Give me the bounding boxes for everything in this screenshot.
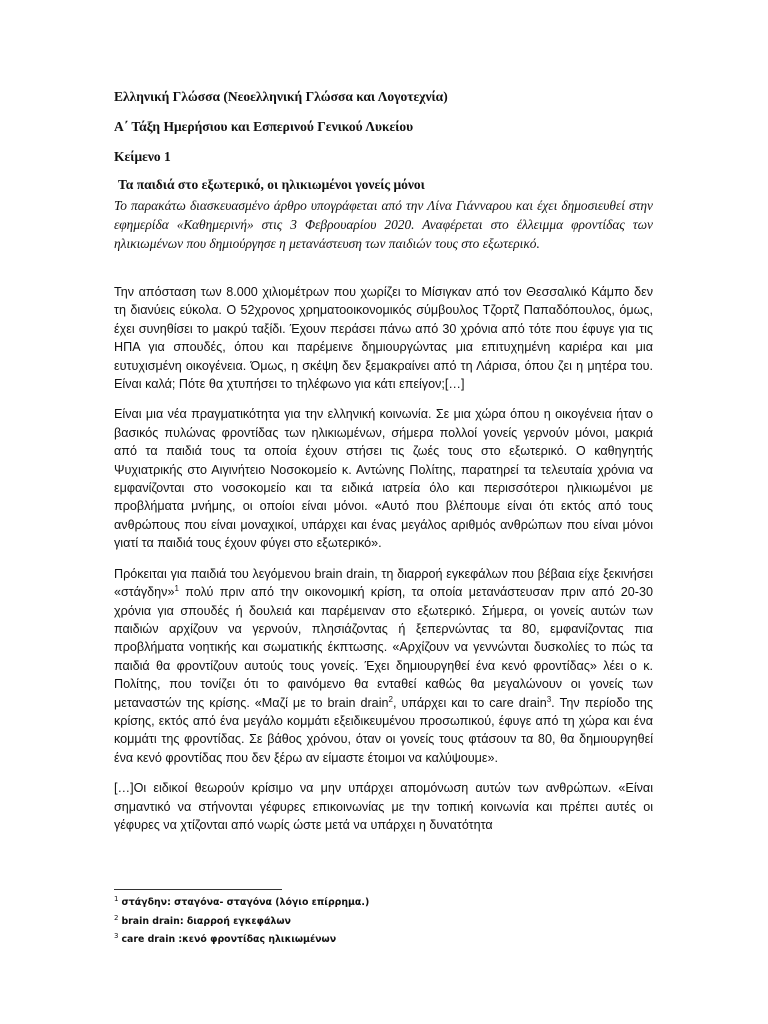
footnote-3 <box>114 929 653 948</box>
footnote-3-text: care drain :κενό φροντίδας ηλικιωμένων <box>121 934 337 946</box>
paragraph-1: Την απόσταση των 8.000 χιλιομέτρων που χωρίζει το Μίσιγκαν από τον Θεσσαλικό Κάμπο δεν τη διανύεις εύκολα. Ο 52χρονος χρηματοοικονομικός σύμβουλος Τζορτζ Παπαδόπουλος, όμως, έχει συνηθίσει το μακρύ ταξίδι. Έχουν περάσει πάνω από 30 χρόνια από τότε που έφυγε για τις ΗΠΑ για σπουδές, όπου και παρέμεινε δημιουργώντας μια επιτυχημένη καριέρα και μια ευτυχισμένη οικογένεια. Όμως, η σκέψη δεν ξεμακραίνει από τη Λάρισα, όπου ζει η μητέρα του. Είναι καλά; Πότε θα χτυπήσει το τηλέφωνο για κάτι επείγον;[…] <box>114 285 653 392</box>
class-heading: Α΄ Τάξη Ημερήσιου και Εσπερινού Γενικού Λυκείου <box>114 119 414 134</box>
paragraph-4: […]Οι ειδικοί θεωρούν κρίσιμο να μην υπάρχει απομόνωση αυτών των ανθρώπων. «Είναι σημαντικό να στήνονται γέφυρες επικοινωνίας με την τοπική κοινωνία και πρέπει αυτές οι γέφυρες να χτίζονται από νωρίς ώστε μετά να υπάρχει η δυνατότητα <box>114 781 653 832</box>
paragraph-3-part-b: πολύ πριν από την οικονομική κρίση, τα οποία μετανάστευσαν πριν από 20-30 χρόνια για σπουδές ή δουλειά και παρέμειναν στο εξωτερικό. Σήμερα, οι γονείς αυτών των παιδιών αρχίζουν να γερνούν, πλησιάζοντας ή ξεπερνώντας τα 80, εμφανίζοντας πια προβλήματα νοητικής και σωματικής έκπτωσης. «Αρχίζουν να γεννώνται δυσκολίες το πώς τα παιδιά θα φροντίζουν αυτούς τους γονείς. Έχει δημιουργηθεί ένα κενό φροντίδας» λέει ο κ. Πολίτης, που τονίζει ότι το φαινόμενο θα ενταθεί καθώς θα μεγαλώνουν οι γονείς των μεταναστών της κρίσης. «Μαζί με το brain drain <box>114 585 653 710</box>
paragraph-3-part-a: Πρόκειται για παιδιά του λεγόμενου brain drain, τη διαρροή εγκεφάλων που βέβαια είχε ξεκινήσει «στάγδην» <box>114 566 653 600</box>
footnote-divider <box>114 889 282 890</box>
footnote-marker-2: 2 <box>388 694 393 704</box>
article-title: Τα παιδιά στο εξωτερικό, οι ηλικιωμένοι γονείς μόνοι <box>118 177 425 192</box>
footnote-2 <box>114 911 653 930</box>
footnote-3-number: 3 <box>114 932 119 941</box>
footnote-1 <box>114 892 653 911</box>
text-number-heading: Κείμενο 1 <box>114 149 171 164</box>
paragraph-3-part-d: . Την περίοδο της κρίσης, εκτός από ένα μεγάλο κομμάτι εξειδικευμένου προσωπικού, έφυγε από τη χώρα και ένα κομμάτι της φροντίδας. Σε βάθος χρόνου, όταν οι γονείς τους φτάσουν τα 80, θα δημιουργηθεί ένα κενό φροντίδας που δεν ξέρω αν είμαστε έτοιμοι να καλύψουμε». <box>114 695 653 765</box>
paragraph-2: Είναι μια νέα πραγματικότητα για την ελληνική κοινωνία. Σε μια χώρα όπου η οικογένεια ήταν ο βασικός πυλώνας φροντίδας των ηλικιωμένων, σήμερα πολλοί γονείς γερνούν μόνοι, μακριά από τα παιδιά τους τα οποία έχουν στήσει τις ζωές τους στο εξωτερικό. Ο καθηγητής Ψυχιατρικής στο Αιγινήτειο Νοσοκομείο κ. Αντώνης Πολίτης, παρατηρεί τα τελευταία χρόνια να εμφανίζονται στο νοσοκομείο και τα ειδικά ιατρεία όλο και περισσότεροι ηλικιωμένοι με προβλήματα μνήμης, οι οποίοι είναι μόνοι. «Αυτό που βλέπουμε είναι ότι εκτός από τους ανθρώπους που είναι μοναχικοί, υπάρχει και ένας μεγάλος αριθμός ανθρώπων που είναι μόνοι γιατί τα παιδιά τους έχουν φύγει στο εξωτερικό». <box>114 407 653 551</box>
subject-heading: Ελληνική Γλώσσα (Νεοελληνική Γλώσσα και Λογοτεχνία) <box>114 89 448 104</box>
intro-paragraph: Το παρακάτω διασκευασμένο άρθρο υπογράφεται από την Λίνα Γιάνναρου και έχει δημοσιευθεί στην εφημερίδα «Καθημερινή» στις 3 Φεβρουαρίου 2020. Αναφέρεται στο έλλειμμα φροντίδας των ηλικιωμένων που δημιούργησε η μετανάστευση των παιδιών τους στο εξωτερικό. <box>114 198 653 251</box>
footnotes <box>114 892 653 948</box>
footnote-2-number: 2 <box>114 913 119 922</box>
footnote-1-number: 1 <box>114 895 119 903</box>
footnote-1-text: στάγδην: σταγόνα- σταγόνα (λόγιο επίρρημα.) <box>121 897 370 909</box>
footnote-2-text: brain drain: διαρροή εγκεφάλων <box>121 915 291 927</box>
article-body <box>114 283 653 846</box>
paragraph-3 <box>114 565 653 767</box>
footnote-marker-1: 1 <box>174 583 179 593</box>
footnote-marker-3: 3 <box>546 694 552 704</box>
paragraph-3-part-c: , υπάρχει και το care drain <box>392 695 547 710</box>
